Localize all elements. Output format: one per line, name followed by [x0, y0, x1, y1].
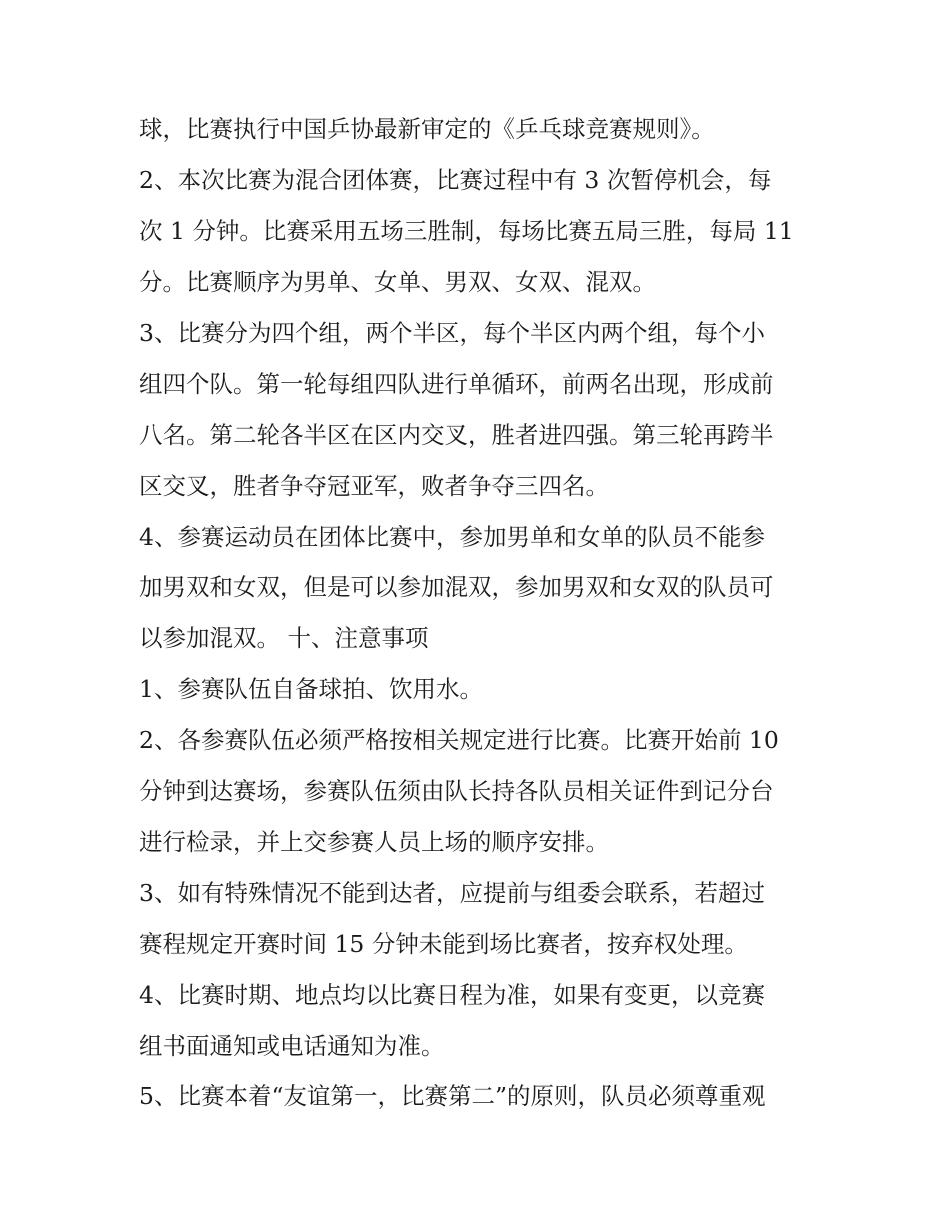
text-line-8: 区交叉，胜者争夺冠亚军，败者争夺三四名。: [139, 472, 609, 500]
text-line-20: 5、比赛本着“友谊第一，比赛第二”的原则，队员必须尊重观: [139, 1082, 766, 1110]
text-line-6: 组四个队。第一轮每组四队进行单循环，前两名出现，形成前: [139, 370, 774, 398]
text-line-17: 赛程规定开赛时间 15 分钟未能到场比赛者，按弃权处理。: [139, 930, 748, 958]
text-line-11: 以参加混双。 十、注意事项: [139, 624, 429, 652]
text-line-16: 3、如有特殊情况不能到达者，应提前与组委会联系，若超过: [139, 879, 765, 907]
text-line-1: 球，比赛执行中国乒协最新审定的《乒乓球竞赛规则》。: [139, 115, 715, 143]
text-line-9: 4、参赛运动员在团体比赛中，参加男单和女单的队员不能参: [139, 523, 765, 551]
text-line-12: 1、参赛队伍自备球拍、饮用水。: [139, 675, 483, 703]
text-line-15: 进行检录，并上交参赛人员上场的顺序安排。: [139, 828, 609, 856]
text-line-2: 2、本次比赛为混合团体赛，比赛过程中有 3 次暂停机会，每: [139, 166, 772, 194]
text-line-18: 4、比赛时期、地点均以比赛日程为准，如果有变更，以竞赛: [139, 981, 765, 1009]
text-line-5: 3、比赛分为四个组，两个半区，每个半区内两个组，每个小: [139, 319, 765, 347]
text-line-7: 八名。第二轮各半区在区内交叉，胜者进四强。第三轮再跨半: [139, 421, 774, 449]
text-line-19: 组书面通知或电话通知为准。: [139, 1032, 445, 1060]
text-line-13: 2、各参赛队伍必须严格按相关规定进行比赛。比赛开始前 10: [139, 726, 779, 754]
text-line-14: 分钟到达赛场，参赛队伍须由队长持各队员相关证件到记分台: [139, 777, 774, 805]
text-line-3: 次 1 分钟。比赛采用五场三胜制，每场比赛五局三胜，每局 11: [139, 217, 794, 245]
text-line-4: 分。比赛顺序为男单、女单、男双、女双、混双。: [139, 268, 656, 296]
text-line-10: 加男双和女双，但是可以参加混双，参加男双和女双的队员可: [139, 573, 774, 601]
